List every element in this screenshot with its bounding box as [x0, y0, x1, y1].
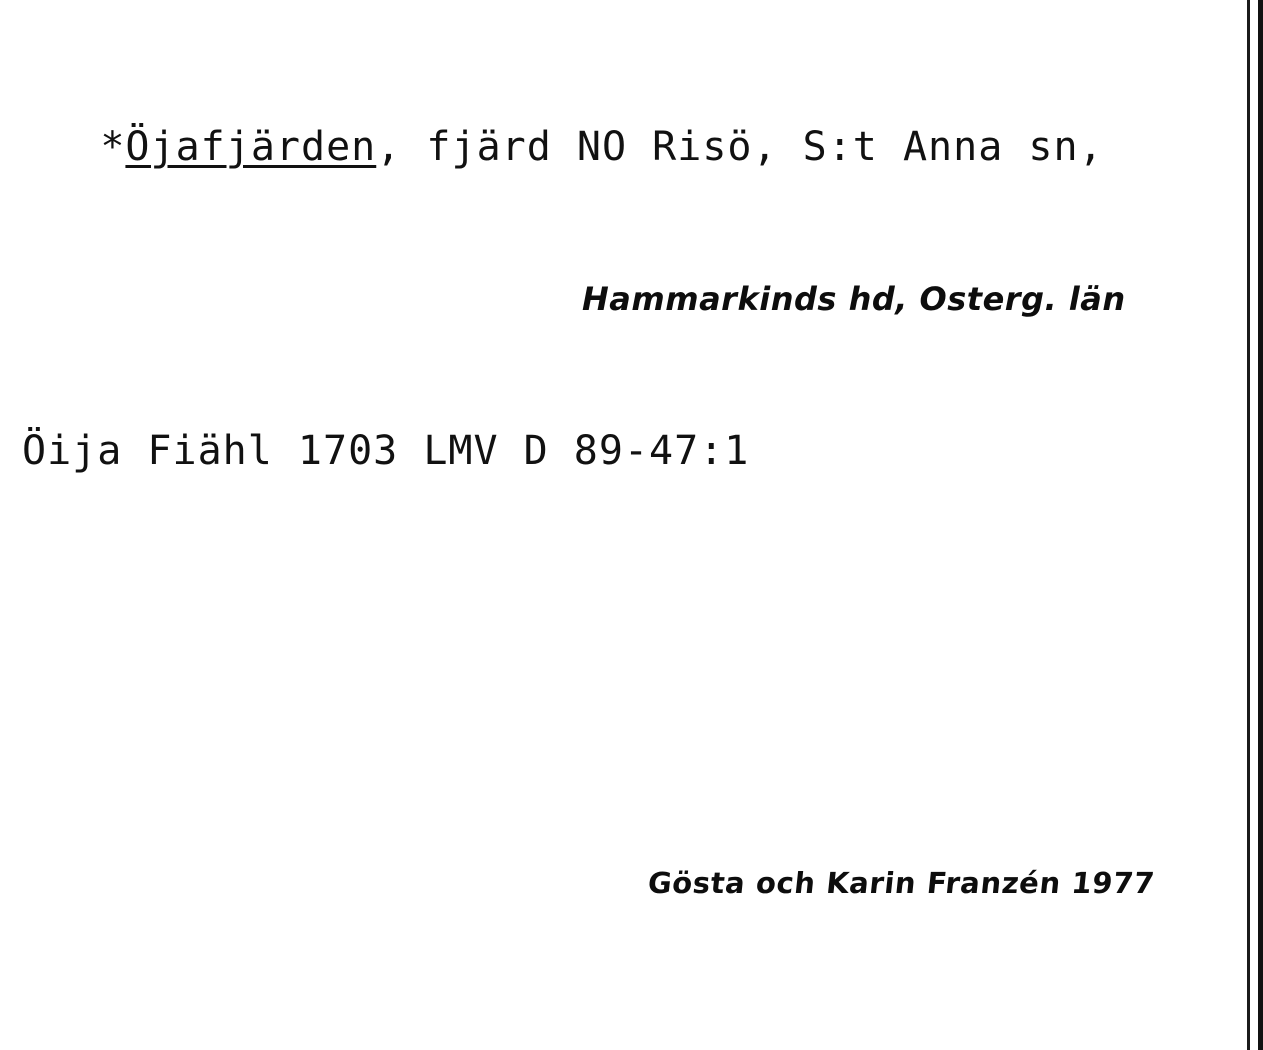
headword-line: [0, 78, 1104, 216]
signature-line: Gösta och Karin Franzén 1977: [646, 866, 1157, 900]
scan-edge-band: [1258, 0, 1263, 1050]
citation-line: Öija Fiähl 1703 LMV D 89-47:1: [22, 428, 750, 474]
scan-edge: [1241, 0, 1263, 1050]
headword-description: , fjärd NO Risö, S:t Anna sn,: [376, 124, 1104, 170]
headword-term: Öjafjärden: [125, 124, 377, 170]
asterisk-marker: *: [100, 124, 126, 170]
card-border-line: [1247, 0, 1250, 1050]
district-line: Hammarkinds hd, Osterg. län: [582, 280, 1126, 318]
